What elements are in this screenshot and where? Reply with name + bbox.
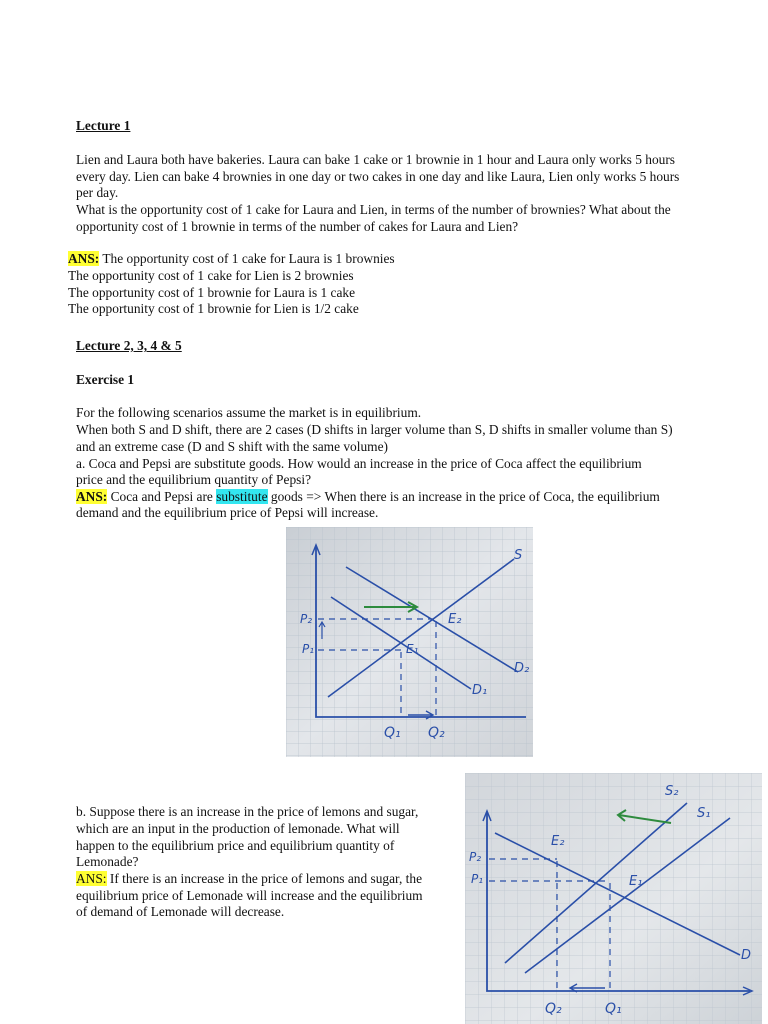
- graph1-e2-label: E₂: [448, 612, 462, 627]
- graph1-q2-label: Q₂: [428, 725, 445, 741]
- graph1-p1-label: P₁: [302, 642, 315, 656]
- graph2-q2-label: Q₂: [545, 1001, 562, 1017]
- question-line-5: opportunity cost of 1 brownie in terms of the number of cakes for Laura and Lien?: [76, 218, 519, 234]
- supply-demand-graph-photo-1: [286, 527, 533, 757]
- question-line-3: per day.: [76, 185, 119, 200]
- question-b-line-2: which are an input in the production of lemonade. What will: [76, 821, 400, 836]
- answer-a-line-2: demand and the equilibrium price of Pepsi will increase.: [76, 505, 379, 520]
- graph2-s1-label: S₁: [697, 806, 711, 821]
- graph1-s-label: S: [514, 548, 523, 563]
- answer-text: The opportunity cost of 1 cake for Laura is 1 brownies: [99, 251, 395, 266]
- lecture-1-heading: Lecture 1: [76, 118, 131, 133]
- answer-a-text-2: goods => When there is an increase in the price of Coca, the equilibrium: [267, 488, 660, 504]
- question-a-line-1: a. Coca and Pepsi are substitute goods. How would an increase in the price of Coca affect the equilibrium: [76, 455, 642, 471]
- question-b-line-3: happen to the equilibrium price and equilibrium quantity of: [76, 837, 395, 853]
- answer-b-line-1: [76, 871, 422, 888]
- question-b-line-1: b. Suppose there is an increase in the price of lemons and sugar,: [76, 804, 419, 819]
- question-b-line-4: Lemonade?: [76, 854, 139, 869]
- intro-line-3: and an extreme case (D and S shift with the same volume): [76, 438, 388, 454]
- answer-a-text: Coca and Pepsi are: [107, 488, 217, 504]
- answer-b-line-2: equilibrium price of Lemonade will increase and the equilibrium: [76, 887, 423, 903]
- answer-line-4: The opportunity cost of 1 brownie for Lien is 1/2 cake: [68, 301, 359, 316]
- exercise-heading: Exercise 1: [76, 372, 135, 387]
- ans-a-label: ANS:: [76, 488, 108, 504]
- graph1-p2-label: P₂: [300, 612, 313, 626]
- lecture-2-heading: Lecture 2, 3, 4 & 5: [76, 338, 182, 353]
- graph1-d1-label: D₁: [472, 683, 488, 698]
- ans-label: ANS:: [68, 251, 100, 266]
- graph1-d2-label: D₂: [514, 661, 530, 676]
- answer-b-line-3: of demand of Lemonade will decrease.: [76, 904, 285, 919]
- graph2-p1-label: P₁: [471, 872, 484, 886]
- question-line-1: Lien and Laura both have bakeries. Laura can bake 1 cake or 1 brownie in 1 hour and Laura only works 5 hours: [76, 152, 676, 167]
- graph2-e1-label: E₁: [629, 874, 643, 889]
- answer-b-text: If there is an increase in the price of lemons and sugar, the: [106, 871, 423, 886]
- question-line-4: What is the opportunity cost of 1 cake for Laura and Lien, in terms of the number of brownies? What about the: [76, 202, 671, 217]
- graph2-d-label: D: [741, 948, 752, 963]
- graph2-q1-label: Q₁: [605, 1001, 622, 1017]
- intro-line-1: For the following scenarios assume the market is in equilibrium.: [76, 405, 422, 420]
- supply-demand-graph-photo-2: [465, 773, 762, 1024]
- answer-line-1: [68, 251, 395, 268]
- graph1-e1-label: E₁: [406, 642, 419, 656]
- answer-line-2: The opportunity cost of 1 cake for Lien is 2 brownies: [68, 268, 354, 283]
- answer-line-3: The opportunity cost of 1 brownie for Laura is 1 cake: [68, 284, 356, 300]
- intro-line-2: When both S and D shift, there are 2 cases (D shifts in larger volume than S, D shifts in smaller volume than S): [76, 422, 673, 437]
- question-line-2: every day. Lien can bake 4 brownies in one day or two cakes in one day and like Laura, Lien only works 5 hours: [76, 168, 680, 184]
- substitute-highlight: substitute: [216, 488, 268, 504]
- graph2-p2-label: P₂: [469, 850, 482, 864]
- ans-b-label: ANS:: [76, 871, 107, 886]
- graph1-q1-label: Q₁: [384, 725, 401, 741]
- graph2-e2-label: E₂: [551, 834, 565, 849]
- question-a-line-2: price and the equilibrium quantity of Pepsi?: [76, 472, 312, 487]
- graph2-s2-label: S₂: [665, 784, 679, 799]
- answer-a-line-1: [76, 489, 660, 506]
